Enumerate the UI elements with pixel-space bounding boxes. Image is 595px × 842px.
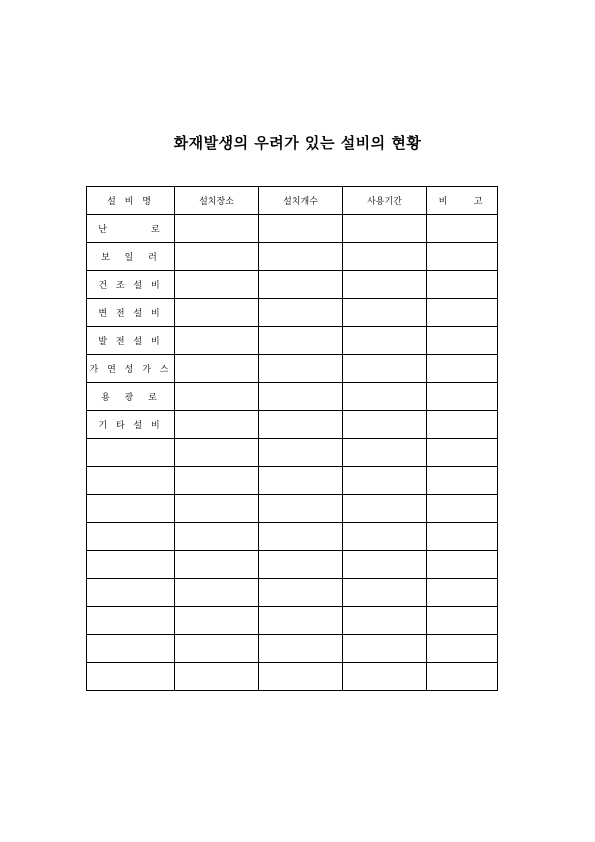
table-row xyxy=(87,495,498,523)
install-count-cell[interactable] xyxy=(259,411,343,439)
install-location-cell[interactable] xyxy=(175,439,259,467)
table-row xyxy=(87,551,498,579)
table-row xyxy=(87,271,498,299)
install-location-cell[interactable] xyxy=(175,551,259,579)
remarks-cell[interactable] xyxy=(427,299,498,327)
facility-name-cell xyxy=(87,579,175,607)
table-row xyxy=(87,215,498,243)
table-row xyxy=(87,411,498,439)
facility-name-cell xyxy=(87,607,175,635)
install-count-cell[interactable] xyxy=(259,495,343,523)
facility-name-cell: 보 일 러 xyxy=(87,243,175,271)
header-install-location: 설치장소 xyxy=(175,187,259,215)
remarks-cell[interactable] xyxy=(427,439,498,467)
install-location-cell[interactable] xyxy=(175,383,259,411)
install-count-cell[interactable] xyxy=(259,271,343,299)
remarks-cell[interactable] xyxy=(427,355,498,383)
facility-name-cell: 기 타 설 비 xyxy=(87,411,175,439)
install-location-cell[interactable] xyxy=(175,663,259,691)
install-count-cell[interactable] xyxy=(259,439,343,467)
remarks-cell[interactable] xyxy=(427,607,498,635)
install-count-cell[interactable] xyxy=(259,355,343,383)
usage-period-cell[interactable] xyxy=(343,551,427,579)
usage-period-cell[interactable] xyxy=(343,271,427,299)
table-row xyxy=(87,523,498,551)
header-remarks: 비 고 xyxy=(427,187,498,215)
header-usage-period: 사용기간 xyxy=(343,187,427,215)
facility-name-cell: 변 전 설 비 xyxy=(87,299,175,327)
facility-name-cell xyxy=(87,551,175,579)
usage-period-cell[interactable] xyxy=(343,495,427,523)
install-count-cell[interactable] xyxy=(259,635,343,663)
usage-period-cell[interactable] xyxy=(343,327,427,355)
remarks-cell[interactable] xyxy=(427,635,498,663)
remarks-cell[interactable] xyxy=(427,551,498,579)
install-count-cell[interactable] xyxy=(259,579,343,607)
header-facility-name: 설 비 명 xyxy=(87,187,175,215)
table-body xyxy=(87,215,498,691)
usage-period-cell[interactable] xyxy=(343,607,427,635)
page-title: 화재발생의 우려가 있는 설비의 현황 xyxy=(173,134,422,152)
install-location-cell[interactable] xyxy=(175,467,259,495)
install-location-cell[interactable] xyxy=(175,243,259,271)
facility-name-cell xyxy=(87,523,175,551)
install-location-cell[interactable] xyxy=(175,271,259,299)
facility-name-cell: 발 전 설 비 xyxy=(87,327,175,355)
table-row xyxy=(87,579,498,607)
facility-name-cell: 건 조 설 비 xyxy=(87,271,175,299)
usage-period-cell[interactable] xyxy=(343,243,427,271)
usage-period-cell[interactable] xyxy=(343,635,427,663)
table-row xyxy=(87,327,498,355)
install-count-cell[interactable] xyxy=(259,663,343,691)
remarks-cell[interactable] xyxy=(427,523,498,551)
usage-period-cell[interactable] xyxy=(343,383,427,411)
install-count-cell[interactable] xyxy=(259,383,343,411)
table-row xyxy=(87,383,498,411)
remarks-cell[interactable] xyxy=(427,215,498,243)
install-count-cell[interactable] xyxy=(259,215,343,243)
remarks-cell[interactable] xyxy=(427,383,498,411)
facility-name-cell: 난 로 xyxy=(87,215,175,243)
usage-period-cell[interactable] xyxy=(343,355,427,383)
remarks-cell[interactable] xyxy=(427,663,498,691)
usage-period-cell[interactable] xyxy=(343,523,427,551)
facility-name-cell xyxy=(87,663,175,691)
remarks-cell[interactable] xyxy=(427,495,498,523)
usage-period-cell[interactable] xyxy=(343,299,427,327)
facility-name-cell xyxy=(87,635,175,663)
facility-name-cell: 가 연 성 가 스 xyxy=(87,355,175,383)
install-location-cell[interactable] xyxy=(175,215,259,243)
table-row xyxy=(87,635,498,663)
install-count-cell[interactable] xyxy=(259,467,343,495)
remarks-cell[interactable] xyxy=(427,271,498,299)
install-count-cell[interactable] xyxy=(259,523,343,551)
table-row xyxy=(87,663,498,691)
usage-period-cell[interactable] xyxy=(343,467,427,495)
install-location-cell[interactable] xyxy=(175,299,259,327)
table-row xyxy=(87,355,498,383)
install-count-cell[interactable] xyxy=(259,243,343,271)
install-location-cell[interactable] xyxy=(175,523,259,551)
install-count-cell[interactable] xyxy=(259,607,343,635)
usage-period-cell[interactable] xyxy=(343,411,427,439)
facility-name-cell: 용 광 로 xyxy=(87,383,175,411)
table-header-row xyxy=(87,187,498,215)
usage-period-cell[interactable] xyxy=(343,579,427,607)
install-location-cell[interactable] xyxy=(175,635,259,663)
install-location-cell[interactable] xyxy=(175,495,259,523)
facility-name-cell xyxy=(87,439,175,467)
install-count-cell[interactable] xyxy=(259,327,343,355)
install-location-cell[interactable] xyxy=(175,355,259,383)
facility-name-cell xyxy=(87,495,175,523)
usage-period-cell[interactable] xyxy=(343,663,427,691)
facility-status-table xyxy=(86,186,498,691)
table-row xyxy=(87,299,498,327)
remarks-cell[interactable] xyxy=(427,467,498,495)
table-row xyxy=(87,467,498,495)
header-install-count: 설치개수 xyxy=(259,187,343,215)
remarks-cell[interactable] xyxy=(427,327,498,355)
usage-period-cell[interactable] xyxy=(343,215,427,243)
usage-period-cell[interactable] xyxy=(343,439,427,467)
install-location-cell[interactable] xyxy=(175,411,259,439)
install-location-cell[interactable] xyxy=(175,327,259,355)
table-row xyxy=(87,439,498,467)
table-row xyxy=(87,607,498,635)
remarks-cell[interactable] xyxy=(427,579,498,607)
table-row xyxy=(87,243,498,271)
install-location-cell[interactable] xyxy=(175,579,259,607)
remarks-cell[interactable] xyxy=(427,243,498,271)
install-count-cell[interactable] xyxy=(259,299,343,327)
install-count-cell[interactable] xyxy=(259,551,343,579)
facility-name-cell xyxy=(87,467,175,495)
install-location-cell[interactable] xyxy=(175,607,259,635)
remarks-cell[interactable] xyxy=(427,411,498,439)
